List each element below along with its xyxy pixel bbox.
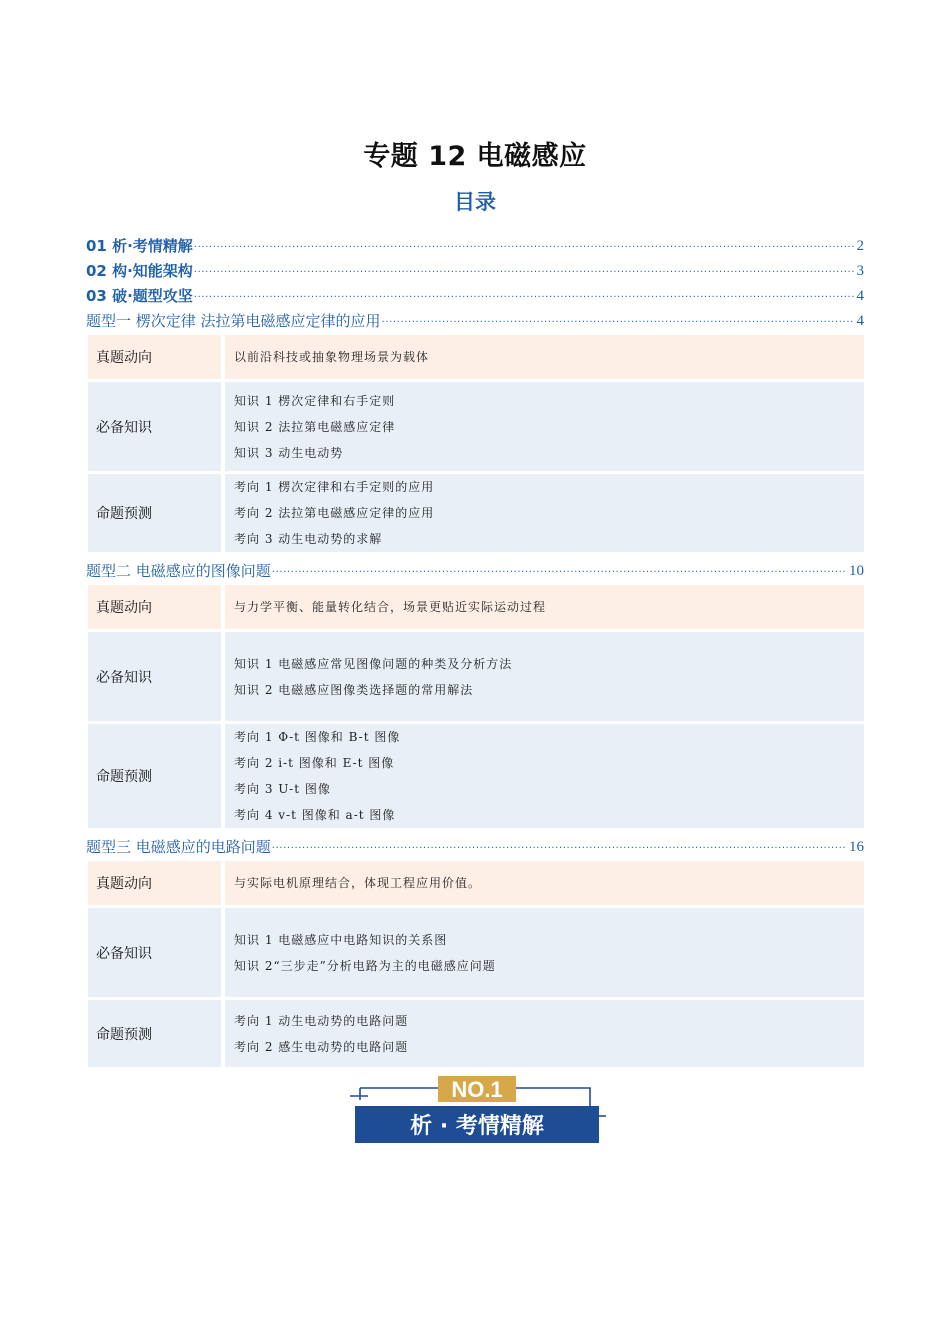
toc-leader-dots [272, 838, 847, 854]
row-line: 考向 1 楞次定律和右手定则的应用 [234, 480, 435, 494]
row-line: 知识 2 电磁感应图像类选择题的常用解法 [234, 682, 474, 697]
toc-heading: 目录 [454, 190, 496, 214]
toc-entry-label: 02 构·知能架构 [86, 262, 193, 280]
row-line: 与力学平衡、能量转化结合，场景更贴近实际运动过程 [234, 600, 547, 614]
toc-leader-dots [272, 562, 847, 578]
row-line: 考向 4 v-t 图像和 a-t 图像 [234, 808, 396, 822]
section-banner [350, 1072, 610, 1148]
row-heading: 真题动向 [88, 335, 221, 379]
toc-page-number: 2 [856, 238, 864, 254]
section-2-yuce-row [88, 724, 864, 828]
row-heading: 真题动向 [88, 585, 221, 629]
section-2-zhenti-row [88, 585, 864, 629]
row-heading: 真题动向 [88, 861, 221, 905]
toc-entry-problem-types[interactable] [86, 286, 864, 306]
row-line: 考向 3 U-t 图像 [234, 782, 331, 796]
row-heading: 命题预测 [88, 1000, 221, 1067]
section-3-yuce-row [88, 1000, 864, 1067]
section-1-zhenti-row [88, 335, 864, 379]
row-heading: 命题预测 [88, 724, 221, 828]
row-content [225, 1000, 864, 1067]
row-line: 考向 2 感生电动势的电路问题 [234, 1039, 409, 1054]
banner-text: 析 · 考情精解 [410, 1114, 544, 1139]
row-content [225, 335, 864, 379]
row-line: 知识 1 电磁感应中电路知识的关系图 [234, 932, 448, 947]
row-line: 知识 1 电磁感应常见图像问题的种类及分析方法 [234, 656, 513, 671]
toc-entry-framework[interactable] [86, 261, 864, 281]
row-heading: 命题预测 [88, 474, 221, 552]
row-content [225, 474, 864, 552]
row-content [225, 908, 864, 997]
section-2-bibei-row [88, 632, 864, 721]
row-content [225, 585, 864, 629]
toc-page-number: 10 [849, 563, 864, 579]
toc-leader-dots [194, 237, 855, 253]
toc-leader-dots [382, 312, 855, 328]
row-content [225, 632, 864, 721]
toc-page-number: 4 [856, 313, 864, 329]
section-1-yuce-row [88, 474, 864, 552]
row-content [225, 382, 864, 471]
section-3-zhenti-row [88, 861, 864, 905]
toc-section-3[interactable] [86, 837, 864, 857]
row-content [225, 861, 864, 905]
toc-page-number: 3 [856, 263, 864, 279]
row-line: 考向 3 动生电动势的求解 [234, 532, 383, 546]
row-line: 考向 1 动生电动势的电路问题 [234, 1013, 409, 1028]
row-line: 以前沿科技或抽象物理场景为载体 [234, 350, 430, 364]
row-line: 知识 3 动生电动势 [234, 445, 344, 460]
toc-entry-label: 01 析·考情精解 [86, 237, 193, 255]
row-heading: 必备知识 [88, 908, 221, 997]
row-heading: 必备知识 [88, 382, 221, 471]
toc-section-1[interactable] [86, 311, 864, 331]
toc-entry-analysis[interactable] [86, 236, 864, 256]
toc-page-number: 16 [849, 839, 864, 855]
row-line: 考向 2 i-t 图像和 E-t 图像 [234, 756, 395, 770]
doc-title: 专题 12 电磁感应 [363, 141, 587, 172]
row-line: 知识 1 楞次定律和右手定则 [234, 393, 396, 408]
toc-page-number: 4 [856, 288, 864, 304]
row-line: 知识 2 法拉第电磁感应定律 [234, 419, 396, 434]
toc-section-label: 题型二 电磁感应的图像问题 [86, 562, 271, 580]
toc-section-label: 题型三 电磁感应的电路问题 [86, 838, 271, 856]
section-3-bibei-row [88, 908, 864, 997]
row-content [225, 724, 864, 828]
row-heading: 必备知识 [88, 632, 221, 721]
toc-leader-dots [194, 262, 855, 278]
toc-section-label: 题型一 楞次定律 法拉第电磁感应定律的应用 [86, 312, 381, 330]
section-1-bibei-row [88, 382, 864, 471]
toc-section-2[interactable] [86, 561, 864, 581]
toc-leader-dots [194, 287, 855, 303]
row-line: 考向 1 Φ-t 图像和 B-t 图像 [234, 730, 401, 744]
toc-entry-label: 03 破·题型攻坚 [86, 287, 193, 305]
row-line: 考向 2 法拉第电磁感应定律的应用 [234, 506, 435, 520]
banner-tag: NO.1 [451, 1077, 503, 1102]
row-line: 知识 2“三步走”分析电路为主的电磁感应问题 [234, 958, 496, 973]
row-line: 与实际电机原理结合，体现工程应用价值。 [234, 876, 482, 890]
